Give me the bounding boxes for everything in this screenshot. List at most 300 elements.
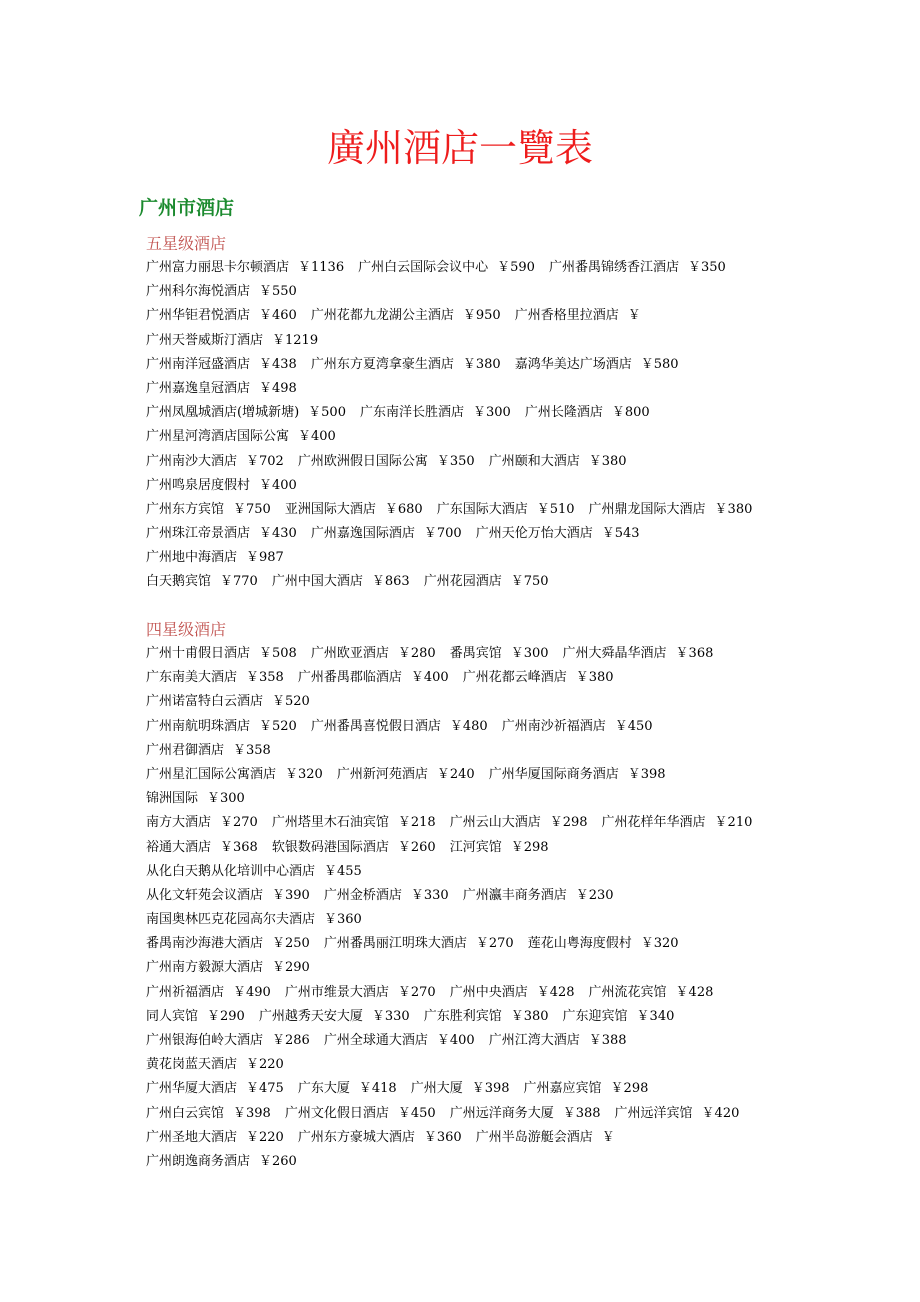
hotel-price: ￥590 bbox=[497, 260, 535, 275]
hotel-entry bbox=[146, 1009, 245, 1024]
hotel-row bbox=[146, 425, 886, 449]
hotel-entry bbox=[515, 308, 641, 323]
hotel-price: ￥368 bbox=[675, 646, 714, 661]
hotel-entry bbox=[437, 502, 575, 517]
hotel-name: 南方大酒店 bbox=[146, 815, 212, 831]
hotel-price: ￥300 bbox=[473, 405, 511, 421]
hotel-price: ￥750 bbox=[510, 574, 549, 590]
hotel-entry bbox=[146, 526, 297, 541]
hotel-entry bbox=[146, 478, 297, 493]
hotel-price: ￥438 bbox=[259, 356, 297, 372]
hotel-price: ￥380 bbox=[714, 501, 753, 517]
hotel-entry bbox=[489, 454, 627, 469]
hotel-name: 广州南洋冠盛酒店 bbox=[146, 356, 251, 372]
hotel-row bbox=[146, 450, 886, 474]
hotel-name: 广州星河湾酒店国际公寓 bbox=[146, 429, 290, 445]
hotel-entry bbox=[146, 550, 284, 565]
hotel-entry bbox=[311, 308, 501, 323]
hotel-name: 广州华钜君悦酒店 bbox=[146, 308, 251, 324]
hotel-entry bbox=[450, 985, 575, 1000]
hotel-price: ￥508 bbox=[259, 646, 297, 661]
hotel-entry bbox=[146, 454, 284, 469]
hotel-entry bbox=[146, 260, 344, 275]
hotel-price: ￥388 bbox=[588, 1033, 627, 1048]
hotel-entry bbox=[524, 1081, 649, 1096]
hotel-price: ￥987 bbox=[246, 550, 284, 566]
hotel-name: 广州香格里拉酒店 bbox=[514, 308, 619, 324]
hotel-price: ￥475 bbox=[246, 1081, 284, 1097]
hotel-name: 番禺南沙海港大酒店 bbox=[146, 936, 264, 952]
hotel-entry bbox=[146, 985, 271, 1000]
hotel-price: ￥360 bbox=[423, 1129, 462, 1145]
hotel-price: ￥270 bbox=[220, 815, 258, 831]
hotel-name: 黄花岗蓝天酒店 bbox=[146, 1057, 238, 1073]
hotel-name: 广州珠江帝景酒店 bbox=[146, 526, 251, 542]
hotel-name: 广州颐和大酒店 bbox=[488, 453, 580, 469]
hotel-price: ￥450 bbox=[614, 718, 653, 734]
hotel-price: ￥250 bbox=[272, 936, 310, 952]
hotel-entry bbox=[476, 1130, 615, 1145]
hotel-name: 广州花样年华酒店 bbox=[601, 815, 706, 831]
hotel-price: ￥240 bbox=[436, 766, 475, 782]
hotel-price: ￥298 bbox=[549, 815, 588, 831]
hotel-row bbox=[146, 304, 886, 328]
hotel-price: ￥428 bbox=[675, 984, 714, 1000]
hotel-price: ￥286 bbox=[272, 1033, 310, 1048]
hotel-row bbox=[146, 981, 886, 1005]
hotel-name: 广东胜利宾馆 bbox=[423, 1008, 502, 1024]
hotel-price: ￥380 bbox=[575, 670, 614, 686]
hotel-price: ￥450 bbox=[397, 1105, 436, 1121]
hotel-name: 广州富力丽思卡尔顿酒店 bbox=[146, 260, 290, 275]
hotel-entry bbox=[450, 840, 549, 855]
hotel-price: ￥950 bbox=[462, 308, 501, 324]
hotel-entry bbox=[549, 260, 726, 275]
hotel-name: 广州南航明珠酒店 bbox=[146, 718, 251, 734]
hotel-price: ￥380 bbox=[462, 356, 501, 372]
hotel-row bbox=[146, 498, 886, 522]
hotel-price: ￥430 bbox=[259, 526, 297, 542]
hotel-row bbox=[146, 1126, 886, 1150]
hotel-name: 广州凤凰城酒店(增城新塘) bbox=[146, 405, 300, 421]
hotel-row bbox=[146, 280, 886, 304]
hotel-row bbox=[146, 884, 886, 908]
hotel-entry bbox=[589, 985, 714, 1000]
hotel-price: ￥702 bbox=[246, 453, 284, 469]
hotel-price: ￥520 bbox=[272, 694, 310, 710]
hotel-price: ￥680 bbox=[384, 501, 423, 517]
hotel-price: ￥380 bbox=[588, 453, 627, 469]
hotel-name: 广州南方毅源大酒店 bbox=[146, 960, 264, 976]
hotel-entry bbox=[324, 888, 449, 903]
hotel-price: ￥400 bbox=[410, 670, 449, 686]
hotel-price: ￥490 bbox=[233, 984, 271, 1000]
hotel-row bbox=[146, 763, 886, 787]
five-star-section bbox=[146, 232, 886, 595]
hotel-name: 广州花都云峰酒店 bbox=[462, 670, 567, 686]
hotel-entry bbox=[146, 357, 297, 372]
hotel-price: ￥260 bbox=[259, 1153, 297, 1169]
hotel-name: 广州星汇国际公寓酒店 bbox=[146, 766, 277, 782]
hotel-entry bbox=[146, 381, 297, 396]
hotel-price: ￥350 bbox=[436, 453, 475, 469]
hotel-entry bbox=[463, 888, 614, 903]
hotel-entry bbox=[285, 1106, 436, 1121]
hotel-row bbox=[146, 377, 886, 401]
hotel-name: 广州金桥酒店 bbox=[323, 887, 402, 903]
hotel-name: 广东大厦 bbox=[297, 1081, 350, 1097]
hotel-price: ￥270 bbox=[397, 984, 436, 1000]
hotel-name: 广州半岛游艇会酒店 bbox=[475, 1129, 593, 1145]
hotel-price: ￥300 bbox=[207, 791, 245, 807]
hotel-name: 广州大舜晶华酒店 bbox=[562, 646, 667, 661]
hotel-entry bbox=[311, 526, 462, 541]
hotel-row bbox=[146, 1053, 886, 1077]
hotel-entry bbox=[424, 574, 549, 589]
hotel-entry bbox=[146, 429, 336, 444]
hotel-entry bbox=[146, 1033, 310, 1048]
hotel-row bbox=[146, 1077, 886, 1101]
hotel-row bbox=[146, 715, 886, 739]
hotel-price: ￥510 bbox=[536, 501, 575, 517]
hotel-name: 广东国际大酒店 bbox=[436, 501, 528, 517]
hotel-name: 广州文化假日酒店 bbox=[284, 1105, 389, 1121]
hotel-entry bbox=[424, 1009, 549, 1024]
hotel-price: ￥298 bbox=[510, 839, 549, 855]
hotel-entry bbox=[411, 1081, 510, 1096]
hotel-entry bbox=[146, 646, 297, 661]
hotel-entry bbox=[146, 815, 258, 830]
hotel-name: 广州白云国际会议中心 bbox=[358, 260, 489, 275]
hotel-price: ￥290 bbox=[207, 1008, 245, 1024]
hotel-entry bbox=[146, 767, 323, 782]
hotel-list bbox=[146, 642, 886, 1174]
hotel-row bbox=[146, 256, 886, 280]
hotel-price: ￥270 bbox=[475, 936, 514, 952]
hotel-entry bbox=[463, 670, 614, 685]
hotel-name: 广州圣地大酒店 bbox=[146, 1129, 238, 1145]
hotel-entry bbox=[146, 912, 362, 927]
hotel-row bbox=[146, 666, 886, 690]
hotel-entry bbox=[146, 743, 271, 758]
section-heading: 四星级酒店 bbox=[146, 620, 227, 639]
hotel-entry bbox=[528, 936, 679, 951]
hotel-price: ￥380 bbox=[510, 1008, 549, 1024]
hotel-list bbox=[146, 256, 886, 595]
hotel-entry bbox=[589, 502, 753, 517]
hotel-entry bbox=[146, 574, 258, 589]
hotel-name: 广东南洋长胜酒店 bbox=[359, 405, 464, 421]
hotel-row bbox=[146, 642, 886, 666]
hotel-price: ￥388 bbox=[562, 1105, 601, 1121]
hotel-name: 广州欧亚酒店 bbox=[310, 646, 389, 661]
hotel-entry bbox=[285, 502, 423, 517]
hotel-name: 广州花园酒店 bbox=[423, 574, 502, 590]
hotel-name: 亚洲国际大酒店 bbox=[284, 501, 376, 517]
hotel-price: ￥498 bbox=[259, 380, 297, 396]
hotel-entry bbox=[146, 719, 297, 734]
hotel-price: ￥418 bbox=[358, 1081, 397, 1097]
hotel-price: ￥1136 bbox=[298, 260, 345, 275]
hotel-entry bbox=[311, 719, 488, 734]
hotel-entry bbox=[298, 1081, 397, 1096]
hotel-entry bbox=[311, 357, 501, 372]
hotel-name: 广州新河苑酒店 bbox=[336, 766, 428, 782]
hotel-row bbox=[146, 1150, 886, 1174]
hotel-name: 广州天誉威斯汀酒店 bbox=[146, 332, 264, 348]
hotel-entry bbox=[615, 1106, 740, 1121]
hotel-entry bbox=[146, 670, 284, 685]
hotel-row bbox=[146, 836, 886, 860]
hotel-entry bbox=[450, 815, 588, 830]
hotel-price: ￥1219 bbox=[272, 332, 319, 348]
hotel-entry bbox=[358, 260, 535, 275]
hotel-price: ￥398 bbox=[627, 766, 666, 782]
hotel-name: 广州诺富特白云酒店 bbox=[146, 694, 264, 710]
hotel-entry bbox=[146, 1130, 284, 1145]
hotel-name: 广州塔里木石油宾馆 bbox=[271, 815, 389, 831]
hotel-row bbox=[146, 739, 886, 763]
hotel-name: 广州地中海酒店 bbox=[146, 550, 238, 566]
hotel-name: 广州全球通大酒店 bbox=[323, 1033, 428, 1048]
hotel-name: 广州白云宾馆 bbox=[146, 1105, 225, 1121]
hotel-entry bbox=[272, 574, 410, 589]
hotel-entry bbox=[450, 646, 549, 661]
hotel-price: ￥400 bbox=[298, 429, 336, 445]
hotel-name: 从化白天鹅从化培训中心酒店 bbox=[146, 863, 316, 879]
hotel-entry bbox=[146, 405, 346, 420]
hotel-name: 锦洲国际 bbox=[146, 791, 199, 807]
hotel-price: ￥398 bbox=[233, 1105, 271, 1121]
hotel-name: 广州番禺喜悦假日酒店 bbox=[310, 718, 441, 734]
hotel-entry bbox=[602, 815, 753, 830]
hotel-name: 广州长隆酒店 bbox=[524, 405, 603, 421]
hotel-name: 广东迎宾馆 bbox=[562, 1008, 628, 1024]
hotel-price: ￥460 bbox=[259, 308, 297, 324]
hotel-price: ￥230 bbox=[575, 887, 614, 903]
hotel-name: 广州越秀天安大厦 bbox=[258, 1008, 363, 1024]
hotel-name: 广东南美大酒店 bbox=[146, 670, 238, 686]
hotel-name: 广州嘉应宾馆 bbox=[523, 1081, 602, 1097]
hotel-entry bbox=[272, 840, 436, 855]
hotel-price: ￥330 bbox=[410, 887, 449, 903]
hotel-name: 广州华厦大酒店 bbox=[146, 1081, 238, 1097]
hotel-name: 广州中央酒店 bbox=[449, 984, 528, 1000]
hotel-row bbox=[146, 570, 886, 594]
hotel-price: ￥220 bbox=[246, 1057, 284, 1073]
hotel-price: ￥400 bbox=[259, 477, 297, 493]
hotel-price: ￥340 bbox=[636, 1008, 675, 1024]
hotel-price: ￥298 bbox=[610, 1081, 649, 1097]
hotel-price: ￥320 bbox=[285, 766, 323, 782]
hotel-name: 广州中国大酒店 bbox=[271, 574, 363, 590]
hotel-entry bbox=[146, 864, 362, 879]
hotel-price: ￥290 bbox=[272, 960, 310, 976]
hotel-price: ￥480 bbox=[449, 718, 488, 734]
hotel-row bbox=[146, 811, 886, 835]
hotel-name: 江河宾馆 bbox=[449, 839, 502, 855]
hotel-row bbox=[146, 956, 886, 980]
hotel-price: ￥260 bbox=[397, 839, 436, 855]
hotel-name: 广州鼎龙国际大酒店 bbox=[588, 501, 706, 517]
hotel-name: 广州十甫假日酒店 bbox=[146, 646, 251, 661]
hotel-price: ￥543 bbox=[601, 526, 640, 542]
hotel-entry bbox=[298, 670, 449, 685]
hotel-entry bbox=[563, 646, 714, 661]
hotel-name: 同人宾馆 bbox=[146, 1008, 199, 1024]
hotel-entry bbox=[298, 1130, 462, 1145]
hotel-entry bbox=[146, 284, 297, 299]
hotel-row bbox=[146, 932, 886, 956]
hotel-entry bbox=[324, 936, 514, 951]
hotel-row bbox=[146, 329, 886, 353]
hotel-price: ￥700 bbox=[423, 526, 462, 542]
hotel-name: 白天鹅宾馆 bbox=[146, 574, 212, 590]
city-heading: 广州市酒店 bbox=[139, 197, 235, 219]
hotel-price: ￥800 bbox=[611, 405, 650, 421]
hotel-entry bbox=[489, 1033, 627, 1048]
hotel-name: 广州鸣泉居度假村 bbox=[146, 477, 251, 493]
hotel-entry bbox=[146, 1106, 271, 1121]
hotel-name: 广州朗逸商务酒店 bbox=[146, 1153, 251, 1169]
hotel-name: 软银数码港国际酒店 bbox=[271, 839, 389, 855]
hotel-price: ￥350 bbox=[687, 260, 726, 275]
hotel-name: 广州流花宾馆 bbox=[588, 984, 667, 1000]
hotel-entry bbox=[489, 767, 666, 782]
hotel-price: ￥ bbox=[601, 1129, 615, 1145]
hotel-name: 广州南沙祈福酒店 bbox=[501, 718, 606, 734]
hotel-entry bbox=[298, 454, 475, 469]
hotel-entry bbox=[259, 1009, 410, 1024]
hotel-row bbox=[146, 353, 886, 377]
hotel-entry bbox=[146, 1154, 297, 1169]
hotel-entry bbox=[515, 357, 679, 372]
hotel-name: 广州南沙大酒店 bbox=[146, 453, 238, 469]
hotel-row bbox=[146, 860, 886, 884]
hotel-row bbox=[146, 522, 886, 546]
hotel-name: 南国奥林匹克花园高尔夫酒店 bbox=[146, 912, 316, 928]
hotel-entry bbox=[476, 526, 640, 541]
hotel-name: 广州瀛丰商务酒店 bbox=[462, 887, 567, 903]
hotel-price: ￥280 bbox=[397, 646, 436, 661]
hotel-entry bbox=[146, 936, 310, 951]
hotel-name: 番禺宾馆 bbox=[449, 646, 502, 661]
hotel-price: ￥218 bbox=[397, 815, 436, 831]
hotel-row bbox=[146, 690, 886, 714]
hotel-name: 广州番禺锦绣香江酒店 bbox=[548, 260, 679, 275]
hotel-name: 广州嘉逸国际酒店 bbox=[310, 526, 415, 542]
hotel-entry bbox=[146, 791, 245, 806]
hotel-name: 广州远洋宾馆 bbox=[614, 1105, 693, 1121]
hotel-price: ￥420 bbox=[701, 1105, 740, 1121]
hotel-name: 广州远洋商务大厦 bbox=[449, 1105, 554, 1121]
hotel-name: 广州祈福酒店 bbox=[146, 984, 225, 1000]
hotel-price: ￥210 bbox=[714, 815, 753, 831]
hotel-row bbox=[146, 908, 886, 932]
hotel-name: 裕通大酒店 bbox=[146, 839, 212, 855]
hotel-entry bbox=[285, 985, 436, 1000]
hotel-price: ￥500 bbox=[308, 405, 346, 421]
hotel-name: 广州市维景大酒店 bbox=[284, 984, 389, 1000]
hotel-name: 嘉鸿华美达广场酒店 bbox=[514, 356, 632, 372]
section-heading: 五星级酒店 bbox=[146, 234, 227, 253]
hotel-row bbox=[146, 546, 886, 570]
hotel-price: ￥863 bbox=[371, 574, 410, 590]
hotel-name: 广州花都九龙湖公主酒店 bbox=[310, 308, 454, 324]
hotel-price: ￥580 bbox=[640, 356, 679, 372]
hotel-entry bbox=[360, 405, 511, 420]
hotel-name: 广州东方夏湾拿豪生酒店 bbox=[310, 356, 454, 372]
hotel-entry bbox=[525, 405, 650, 420]
hotel-entry bbox=[337, 767, 475, 782]
hotel-name: 广州华厦国际商务酒店 bbox=[488, 766, 619, 782]
hotel-name: 广州君御酒店 bbox=[146, 742, 225, 758]
hotel-name: 广州天伦万怡大酒店 bbox=[475, 526, 593, 542]
hotel-entry bbox=[146, 308, 297, 323]
hotel-name: 从化文轩苑会议酒店 bbox=[146, 887, 264, 903]
hotel-entry bbox=[146, 960, 310, 975]
hotel-name: 广州欧洲假日国际公寓 bbox=[297, 453, 428, 469]
hotel-entry bbox=[563, 1009, 675, 1024]
hotel-price: ￥390 bbox=[272, 887, 310, 903]
hotel-price: ￥220 bbox=[246, 1129, 284, 1145]
hotel-entry bbox=[146, 694, 310, 709]
hotel-row bbox=[146, 401, 886, 425]
hotel-entry bbox=[146, 840, 258, 855]
hotel-entry bbox=[146, 333, 318, 348]
hotel-name: 广州番禺郡临酒店 bbox=[297, 670, 402, 686]
hotel-entry bbox=[450, 1106, 601, 1121]
hotel-price: ￥770 bbox=[220, 574, 258, 590]
hotel-price: ￥398 bbox=[471, 1081, 510, 1097]
hotel-entry bbox=[324, 1033, 475, 1048]
hotel-name: 广州东方宾馆 bbox=[146, 501, 225, 517]
hotel-entry bbox=[146, 888, 310, 903]
hotel-price: ￥358 bbox=[246, 670, 284, 686]
hotel-price: ￥400 bbox=[436, 1033, 475, 1048]
hotel-name: 莲花山粤海度假村 bbox=[527, 936, 632, 952]
hotel-name: 广州东方豪城大酒店 bbox=[297, 1129, 415, 1145]
hotel-entry bbox=[502, 719, 653, 734]
hotel-name: 广州嘉逸皇冠酒店 bbox=[146, 380, 251, 396]
hotel-price: ￥520 bbox=[259, 718, 297, 734]
hotel-name: 广州云山大酒店 bbox=[449, 815, 541, 831]
hotel-price: ￥750 bbox=[233, 501, 271, 517]
hotel-row bbox=[146, 1005, 886, 1029]
hotel-name: 广州银海伯岭大酒店 bbox=[146, 1033, 264, 1048]
hotel-price: ￥455 bbox=[324, 863, 362, 879]
hotel-price: ￥ bbox=[627, 308, 641, 324]
hotel-entry bbox=[146, 502, 271, 517]
hotel-name: 广州科尔海悦酒店 bbox=[146, 284, 251, 300]
hotel-price: ￥368 bbox=[220, 839, 258, 855]
four-star-section bbox=[146, 618, 886, 1174]
hotel-name: 广州番禺丽江明珠大酒店 bbox=[323, 936, 467, 952]
hotel-price: ￥330 bbox=[371, 1008, 410, 1024]
hotel-row bbox=[146, 1029, 886, 1053]
hotel-row bbox=[146, 474, 886, 498]
hotel-price: ￥300 bbox=[510, 646, 549, 661]
hotel-price: ￥358 bbox=[233, 742, 271, 758]
hotel-row bbox=[146, 787, 886, 811]
hotel-price: ￥550 bbox=[259, 284, 297, 300]
hotel-name: 广州大厦 bbox=[410, 1081, 463, 1097]
hotel-entry bbox=[146, 1081, 284, 1096]
hotel-row bbox=[146, 1102, 886, 1126]
hotel-price: ￥320 bbox=[640, 936, 679, 952]
hotel-entry bbox=[146, 1057, 284, 1072]
document-title: 廣州酒店一覽表 bbox=[326, 126, 593, 170]
